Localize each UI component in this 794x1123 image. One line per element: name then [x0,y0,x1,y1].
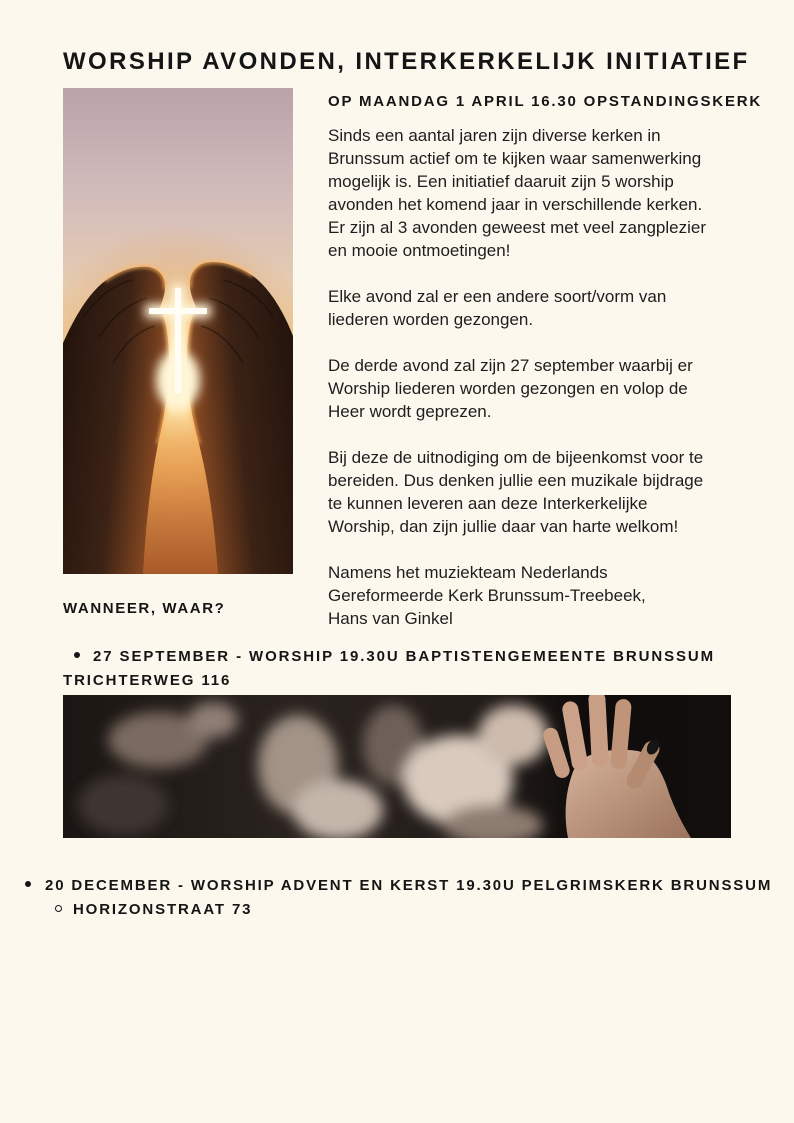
body-paragraph-signature [328,561,768,630]
body-line: Er zijn al 3 avonden geweest met veel zangplezier [328,218,706,237]
body-paragraph-intro [328,124,768,262]
event-text: 20 DECEMBER - WORSHIP ADVENT EN KERST 19.30U PELGRIMSKERK BRUNSSUM [45,877,773,894]
body-line: Namens het muziekteam Nederlands [328,563,608,582]
event-subtitle: OP MAANDAG 1 APRIL 16.30 OPSTANDINGSKERK [328,93,763,110]
when-where-heading: WANNEER, WAAR? [63,600,226,617]
body-line: Heer wordt geprezen. [328,402,492,421]
body-line: Brunssum actief om te kijken waar samenwerking [328,149,702,168]
hollow-bullet-icon [55,905,62,912]
body-line: Worship, dan zijn jullie daar van harte welkom! [328,517,679,536]
hands-cross-sunset-image [63,88,293,574]
body-line: Bij deze de uitnodiging om de bijeenkomst voor te [328,448,704,467]
body-paragraph-songs [328,285,768,331]
body-line: De derde avond zal zijn 27 september waarbij er [328,356,693,375]
body-line: en mooie ontmoetingen! [328,241,511,260]
event-list-item [63,645,735,693]
event-text: 27 SEPTEMBER - WORSHIP 19.30U BAPTISTENGEMEENTE BRUNSSUM TRICHTERWEG 116 [63,648,716,689]
body-line: avonden het komend jaar in verschillende kerken. [328,195,703,214]
event-sub-item [55,898,252,922]
bullet-icon [25,881,31,887]
body-line: Elke avond zal er een andere soort/vorm van [328,287,667,306]
body-line: Gereformeerde Kerk Brunssum-Treebeek, [328,586,646,605]
body-line: mogelijk is. Een initiatief daaruit zijn 5 worship [328,172,674,191]
body-line: Sinds een aantal jaren zijn diverse kerken in [328,126,661,145]
bullet-icon [74,652,80,658]
event-address: HORIZONSTRAAT 73 [73,901,253,918]
event-list-item [25,874,772,898]
body-line: liederen worden gezongen. [328,310,534,329]
body-line: bereiden. Dus denken jullie een muzikale bijdrage [328,471,704,490]
page-title: WORSHIP AVONDEN, INTERKERKELIJK INITIATIEF [63,48,750,75]
body-line: te kunnen leveren aan deze Interkerkelijke [328,494,648,513]
body-paragraph-third-evening [328,354,768,423]
body-line: Hans van Ginkel [328,609,453,628]
body-paragraph-invitation [328,446,768,538]
worship-hands-photo [63,695,731,838]
body-line: Worship liederen worden gezongen en volop de [328,379,688,398]
body-text [328,124,768,630]
